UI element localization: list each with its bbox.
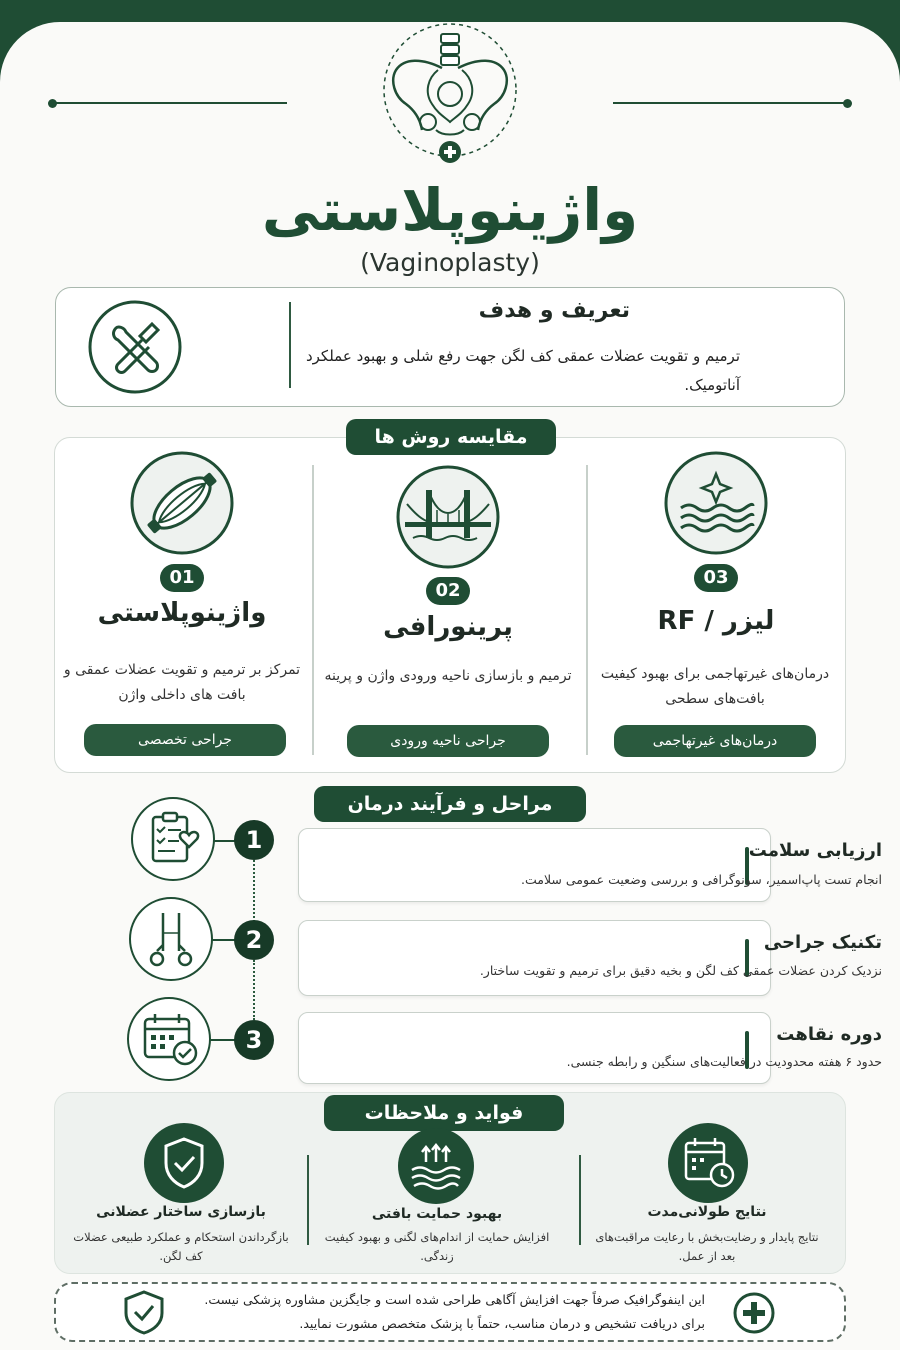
step-connector [253,860,255,922]
clipboard-heart-icon [131,797,215,881]
method-number-badge: 03 [694,564,738,592]
surgical-scissors-icon [129,897,213,981]
calendar-clock-icon [668,1123,748,1203]
waves-sparkle-icon [663,450,769,556]
calendar-check-icon [127,997,211,1081]
method-title: واژینوپلاستی [97,598,267,628]
comparison-divider [312,465,314,755]
process-heading: مراحل و فرآیند درمان [314,786,586,822]
benefit-title: نتایج طولانی‌مدت [647,1204,767,1220]
method-description: ترمیم و بازسازی ناحیه ورودی واژن و پرینه [324,668,572,684]
definition-text: ترمیم و تقویت عضلات عمقی کف لگن جهت رفع شلی و بهبود عملکرد آناتومیک. [305,347,740,394]
page-subtitle: (Vaginoplasty) [360,248,540,277]
method-tag-button[interactable]: درمان‌های غیرتهاجمی [614,725,816,757]
method-tag-button[interactable]: جراحی تخصصی [84,724,286,756]
benefit-title: بهبود حمایت بافتی [371,1206,503,1222]
benefit-description: افزایش حمایت از اندام‌های لگنی و بهبود کیفیت زندگی. [324,1230,550,1263]
bridge-icon [395,464,501,570]
benefits-heading: فواید و ملاحظات [324,1095,564,1131]
step-card [298,1012,771,1084]
benefit-description: بازگرداندن استحکام و عملکرد طبیعی عضلات کف لگن. [73,1230,289,1263]
step-description: حدود ۶ هفته محدودیت در فعالیت‌های سنگین و رابطه جنسی. [566,1054,882,1069]
step-number: 1 [234,820,274,860]
step-number: 3 [234,1020,274,1060]
muscle-icon [129,450,235,556]
medical-plus-icon [733,1292,775,1334]
disclaimer-line-1: این اینفوگرافیک صرفاً جهت افزایش آگاهی طراحی شده است و جایگزین مشاوره پزشکی نیست. [204,1292,705,1307]
method-description: درمان‌های غیرتهاجمی برای بهبود کیفیت بافت‌های سطحی [600,666,830,707]
step-title: تکنیک جراحی [763,932,882,953]
comparison-heading: مقایسه روش ها [346,419,556,455]
step-connector [253,960,255,1020]
decorative-line-right [613,102,848,104]
step-number: 2 [234,920,274,960]
benefits-divider [579,1155,581,1245]
method-description: تمرکز بر ترمیم و تقویت عضلات عمقی و بافت های داخلی واژن [63,662,301,703]
step-description: انجام تست پاپ‌اسمیر، سونوگرافی و بررسی وضعیت عمومی سلامت. [521,872,882,887]
benefit-title: بازسازی ساختار عضلانی [96,1204,266,1220]
method-tag-button[interactable]: جراحی ناحیه ورودی [347,725,549,757]
wrench-screwdriver-icon [86,298,184,396]
definition-divider [289,302,291,388]
disclaimer-line-2: برای دریافت تشخیص و درمان مناسب، حتماً با پزشک متخصص مشورت نمایید. [299,1316,705,1331]
shield-check-icon [144,1123,224,1203]
method-number-badge: 01 [160,564,204,592]
benefits-divider [307,1155,309,1245]
step-title: دوره نقاهت [776,1024,882,1045]
decorative-line-left [52,102,287,104]
definition-title: تعریف و هدف [478,298,630,323]
comparison-divider [586,465,588,755]
pelvis-logo-icon [362,18,538,174]
support-arrows-icon [398,1128,474,1204]
method-title: لیزر / RF [657,606,775,636]
shield-check-icon [122,1289,166,1335]
benefit-description: نتایج پایدار و رضایت‌بخش با رعایت مراقبت‌های بعد از عمل. [595,1230,819,1263]
method-number-badge: 02 [426,577,470,605]
method-title: پرینورافی [383,612,513,642]
page-title: واژینوپلاستی [261,176,639,244]
step-title: ارزیابی سلامت [748,840,882,861]
step-description: نزدیک کردن عضلات عمقی کف لگن و بخیه دقیق برای ترمیم و تقویت ساختار. [479,963,882,978]
disclaimer-text [175,1288,705,1336]
